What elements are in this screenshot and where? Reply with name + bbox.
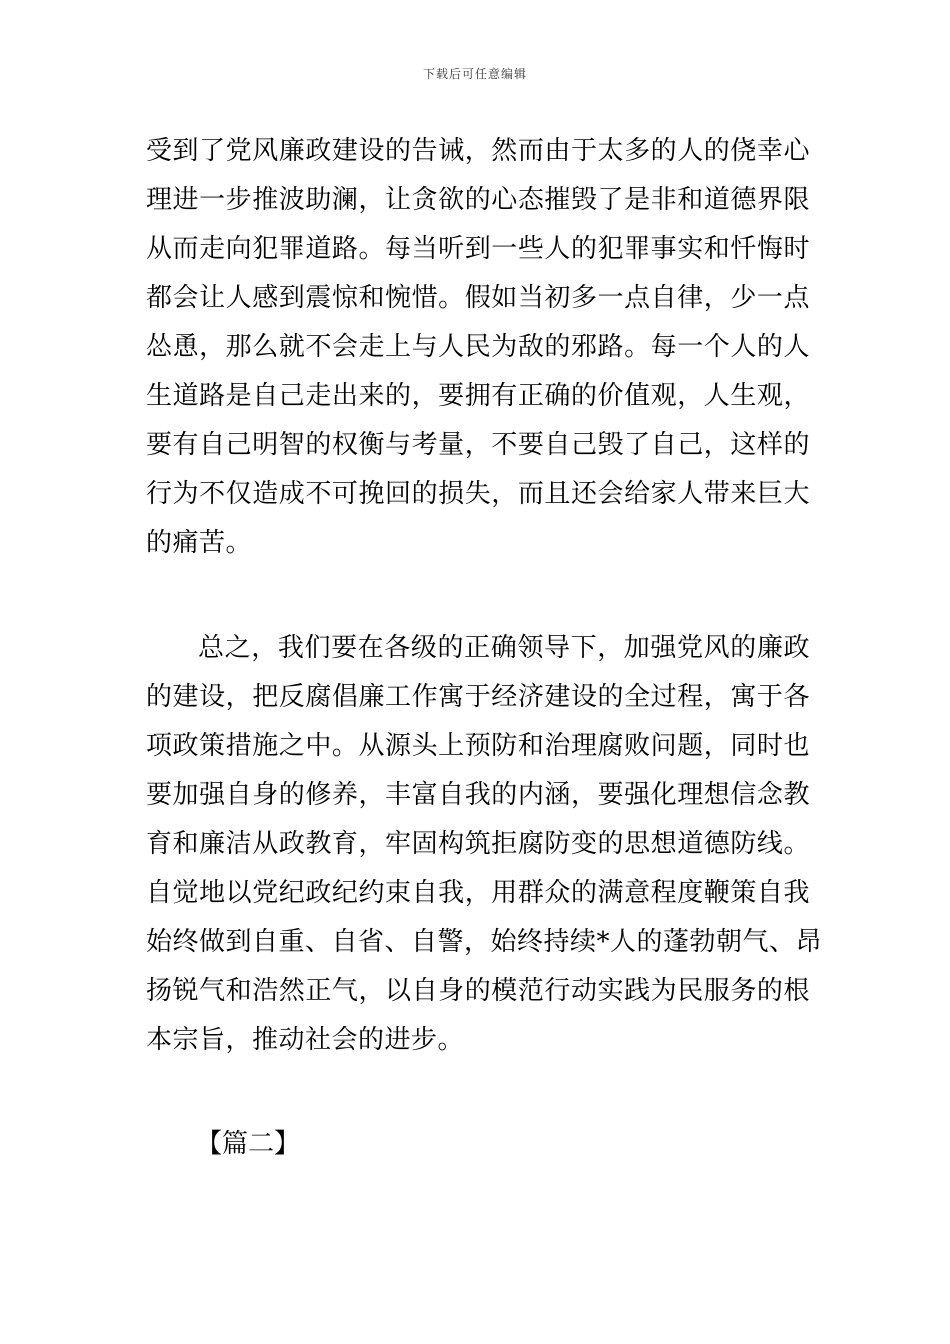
section-heading: 【篇二】 xyxy=(196,1129,301,1159)
paragraph-2 xyxy=(146,624,823,1065)
paragraph-1 xyxy=(146,127,810,568)
paragraph-line: 从而走向犯罪道路。每当听到一些人的犯罪事实和忏悔时 xyxy=(146,234,810,264)
paragraph-line: 生道路是自己走出来的，要拥有正确的价值观，人生观， xyxy=(146,381,810,411)
paragraph-line: 的痛苦。 xyxy=(146,528,253,558)
paragraph-line: 受到了党风廉政建设的告诫，然而由于太多的人的侥幸心 xyxy=(146,136,810,166)
paragraph-line: 要加强自身的修养，丰富自我的内涵，要强化理想信念教 xyxy=(146,780,810,810)
paragraph-line: 自觉地以党纪政纪约束自我，用群众的满意程度鞭策自我 xyxy=(146,878,810,908)
paragraph-line: 扬锐气和浩然正气，以自身的模范行动实践为民服务的根 xyxy=(146,976,810,1006)
paragraph-line: 本宗旨，推动社会的进步。 xyxy=(146,1025,465,1055)
paragraph-line: 的建设，把反腐倡廉工作寓于经济建设的全过程，寓于各 xyxy=(146,682,810,712)
paragraph-line: 理进一步推波助澜，让贪欲的心态摧毁了是非和道德界限 xyxy=(146,185,810,215)
paragraph-line: 育和廉洁从政教育，牢固构筑拒腐防变的思想道德防线。 xyxy=(146,829,810,859)
header-note: 下载后可任意编辑 xyxy=(422,67,527,81)
paragraph-line: 要有自己明智的权衡与考量，不要自己毁了自己，这样的 xyxy=(146,430,810,460)
paragraph-line: 怂恿，那么就不会走上与人民为敌的邪路。每一个人的人 xyxy=(146,332,810,362)
paragraph-line: 行为不仅造成不可挽回的损失，而且还会给家人带来巨大 xyxy=(146,479,810,509)
paragraph-line: 项政策措施之中。从源头上预防和治理腐败问题，同时也 xyxy=(146,731,810,761)
paragraph-line: 都会让人感到震惊和惋惜。假如当初多一点自律，少一点 xyxy=(146,283,810,313)
paragraph-line: 始终做到自重、自省、自警，始终持续*人的蓬勃朝气、昂 xyxy=(146,927,823,957)
paragraph-line: 总之，我们要在各级的正确领导下，加强党风的廉政 xyxy=(198,633,810,663)
